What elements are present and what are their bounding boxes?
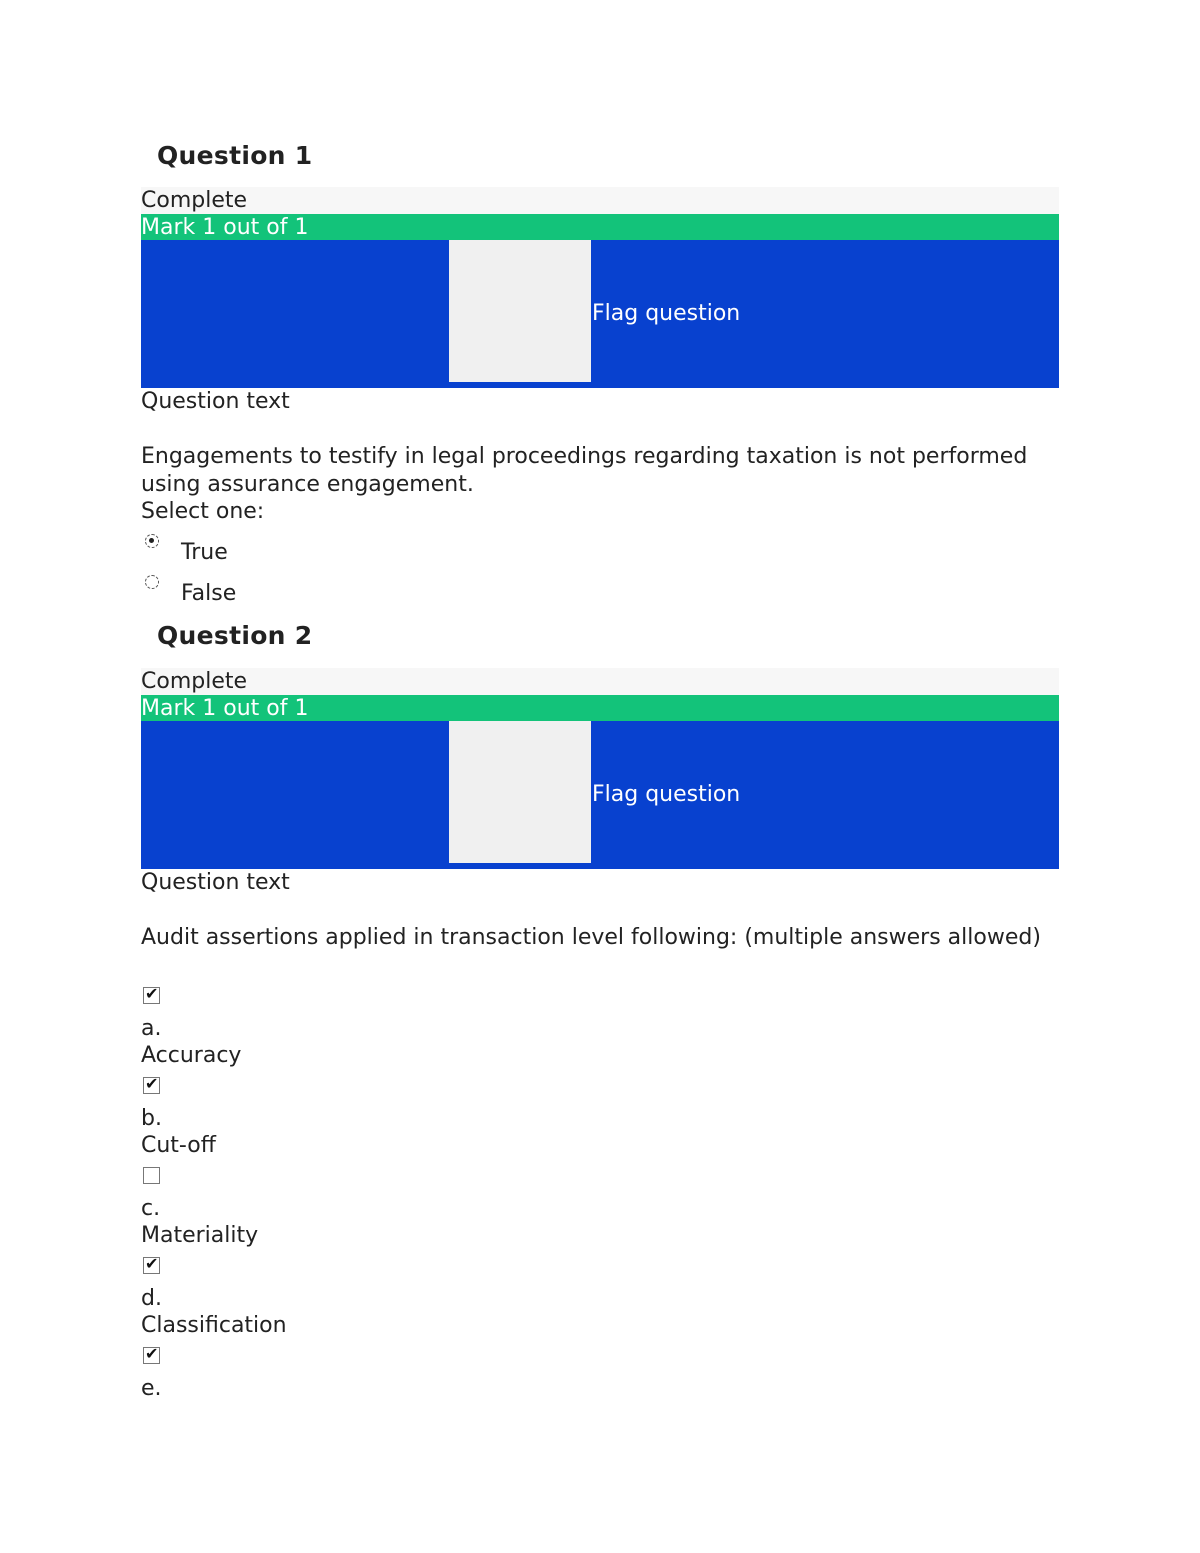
option-c-letter: c. [141,1196,161,1221]
question-2-state: Complete [141,668,1059,695]
option-d-label: Classification [141,1313,287,1338]
option-a-label: Accuracy [141,1043,242,1068]
question-2-title: Question 2 [157,621,313,650]
option-c-label: Materiality [141,1223,259,1248]
option-false-label: False [181,581,237,606]
option-b-label: Cut-off [141,1133,216,1158]
checkbox-a[interactable] [143,984,160,1004]
question-2-grade: Mark 1 out of 1 [141,695,1059,722]
question-1-text: Engagements to testify in legal proceedings regarding taxation is not performed using assurance engagement. [141,444,1028,497]
checkbox-e[interactable] [143,1344,160,1364]
question-1-text-label: Question text [141,389,290,414]
checkmark-icon: ✔ [145,984,159,1003]
question-2-text: Audit assertions applied in transaction level following: (multiple answers allowed) [141,925,1041,950]
question-1-state: Complete [141,187,1059,214]
question-1-grade: Mark 1 out of 1 [141,214,1059,241]
option-true-label: True [181,540,228,565]
checkbox-d[interactable] [143,1254,160,1274]
option-e-letter: e. [141,1376,162,1401]
flag-icon-placeholder[interactable] [449,721,591,863]
checkmark-icon: ✔ [145,1344,159,1363]
checkmark-icon: ✔ [145,1074,159,1093]
question-1-prompt: Select one: [141,499,265,524]
question-1-flag-link[interactable]: Flag question [592,301,741,326]
checkmark-icon: ✔ [145,1254,159,1273]
radio-true[interactable] [145,534,159,548]
question-2-text-label: Question text [141,870,290,895]
radio-false[interactable] [145,575,159,589]
option-d-letter: d. [141,1286,162,1311]
option-a-letter: a. [141,1016,162,1041]
question-1-title: Question 1 [157,141,313,170]
checkbox-b[interactable] [143,1074,160,1094]
option-b-letter: b. [141,1106,162,1131]
question-1-flag-bar [141,240,1059,388]
question-2-flag-bar [141,721,1059,869]
flag-icon-placeholder[interactable] [449,240,591,382]
question-2-flag-link[interactable]: Flag question [592,782,741,807]
checkbox-c[interactable] [143,1167,160,1184]
